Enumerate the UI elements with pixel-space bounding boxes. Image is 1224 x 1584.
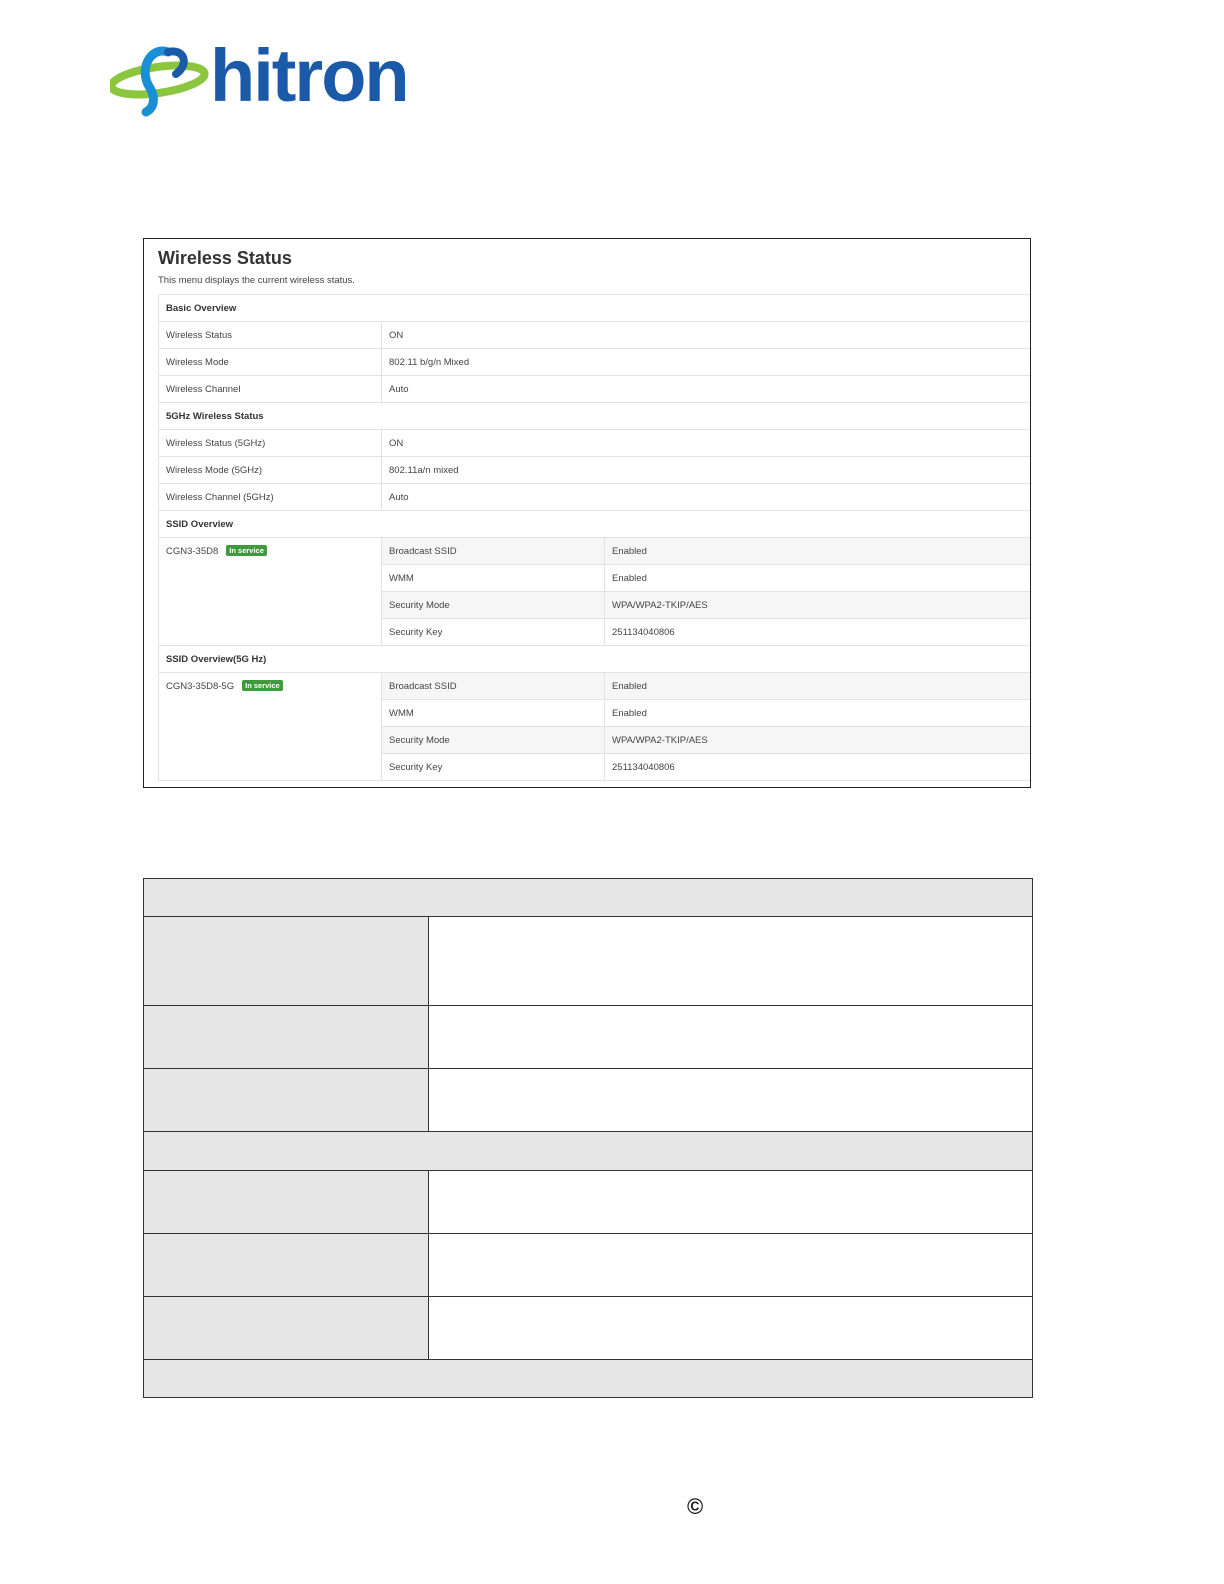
table-cell [144,1132,1033,1170]
table-row [159,673,1032,700]
row-label: Security Mode [382,727,605,754]
table-cell [429,1069,1033,1132]
hitron-swirl-logo-icon [110,40,220,124]
row-label: WMM [382,700,605,727]
table-cell [144,1170,429,1233]
table-row [159,484,1032,511]
table-header-row [144,879,1033,917]
panel-description: This menu displays the current wireless status. [158,275,355,286]
table-cell [429,1170,1033,1233]
ssid-name-cell [159,673,382,781]
table-row [144,1006,1033,1069]
row-label: Wireless Channel (5GHz) [159,484,382,511]
row-value: Enabled [605,700,1032,727]
row-value: Enabled [605,538,1032,565]
field-description-table [143,878,1033,1398]
row-label: Wireless Channel [159,376,382,403]
table-cell [429,1296,1033,1359]
brand-wordmark: hitron [210,34,408,117]
row-label: Wireless Status (5GHz) [159,430,382,457]
status-badge: In service [226,545,267,556]
row-label: WMM [382,565,605,592]
row-label: Security Key [382,754,605,781]
table-cell [144,1296,429,1359]
table-row [144,1296,1033,1359]
table-row [144,1233,1033,1296]
row-label: Wireless Mode [159,349,382,376]
row-label: Wireless Status [159,322,382,349]
table-row [159,430,1032,457]
section-header-5ghz: 5GHz Wireless Status [159,403,1032,430]
ssid-name-cell [159,538,382,646]
table-row [144,1170,1033,1233]
table-row [159,457,1032,484]
row-label: Broadcast SSID [382,538,605,565]
panel-title: Wireless Status [158,248,292,268]
row-label: Security Mode [382,592,605,619]
table-cell [429,1233,1033,1296]
row-label: Broadcast SSID [382,673,605,700]
section-header-ssid: SSID Overview [159,511,1032,538]
row-value: ON [382,322,1032,349]
ssid-name: CGN3-35D8-5G [166,681,235,692]
table-row [159,538,1032,565]
row-value: WPA/WPA2-TKIP/AES [605,592,1032,619]
table-cell [144,917,429,1006]
table-cell [429,1006,1033,1069]
row-value: 251134040806 [605,619,1032,646]
table-cell [144,879,1033,917]
row-value: Auto [382,484,1032,511]
hitron-logo [110,34,430,124]
table-row [144,1069,1033,1132]
section-header-ssid-5g: SSID Overview(5G Hz) [159,646,1032,673]
table-section-row [144,1132,1033,1170]
row-value: 802.11a/n mixed [382,457,1032,484]
row-value: Enabled [605,673,1032,700]
row-label: Security Key [382,619,605,646]
section-header-basic: Basic Overview [159,295,1032,322]
row-value: ON [382,430,1032,457]
table-row [159,322,1032,349]
table-cell [144,1359,1033,1397]
copyright-symbol: © [687,1494,704,1519]
table-row [159,349,1032,376]
wireless-status-table [158,294,1031,781]
ssid-name: CGN3-35D8 [166,546,219,557]
row-value: WPA/WPA2-TKIP/AES [605,727,1032,754]
row-value: Enabled [605,565,1032,592]
table-row [159,376,1032,403]
table-cell [144,1069,429,1132]
table-cell [429,917,1033,1006]
status-badge: In service [242,680,283,691]
wireless-status-panel [143,238,1031,788]
row-value: 251134040806 [605,754,1032,781]
table-cell [144,1006,429,1069]
row-label: Wireless Mode (5GHz) [159,457,382,484]
row-value: Auto [382,376,1032,403]
table-row [144,917,1033,1006]
row-value: 802.11 b/g/n Mixed [382,349,1032,376]
table-cell [144,1233,429,1296]
table-section-row [144,1359,1033,1397]
